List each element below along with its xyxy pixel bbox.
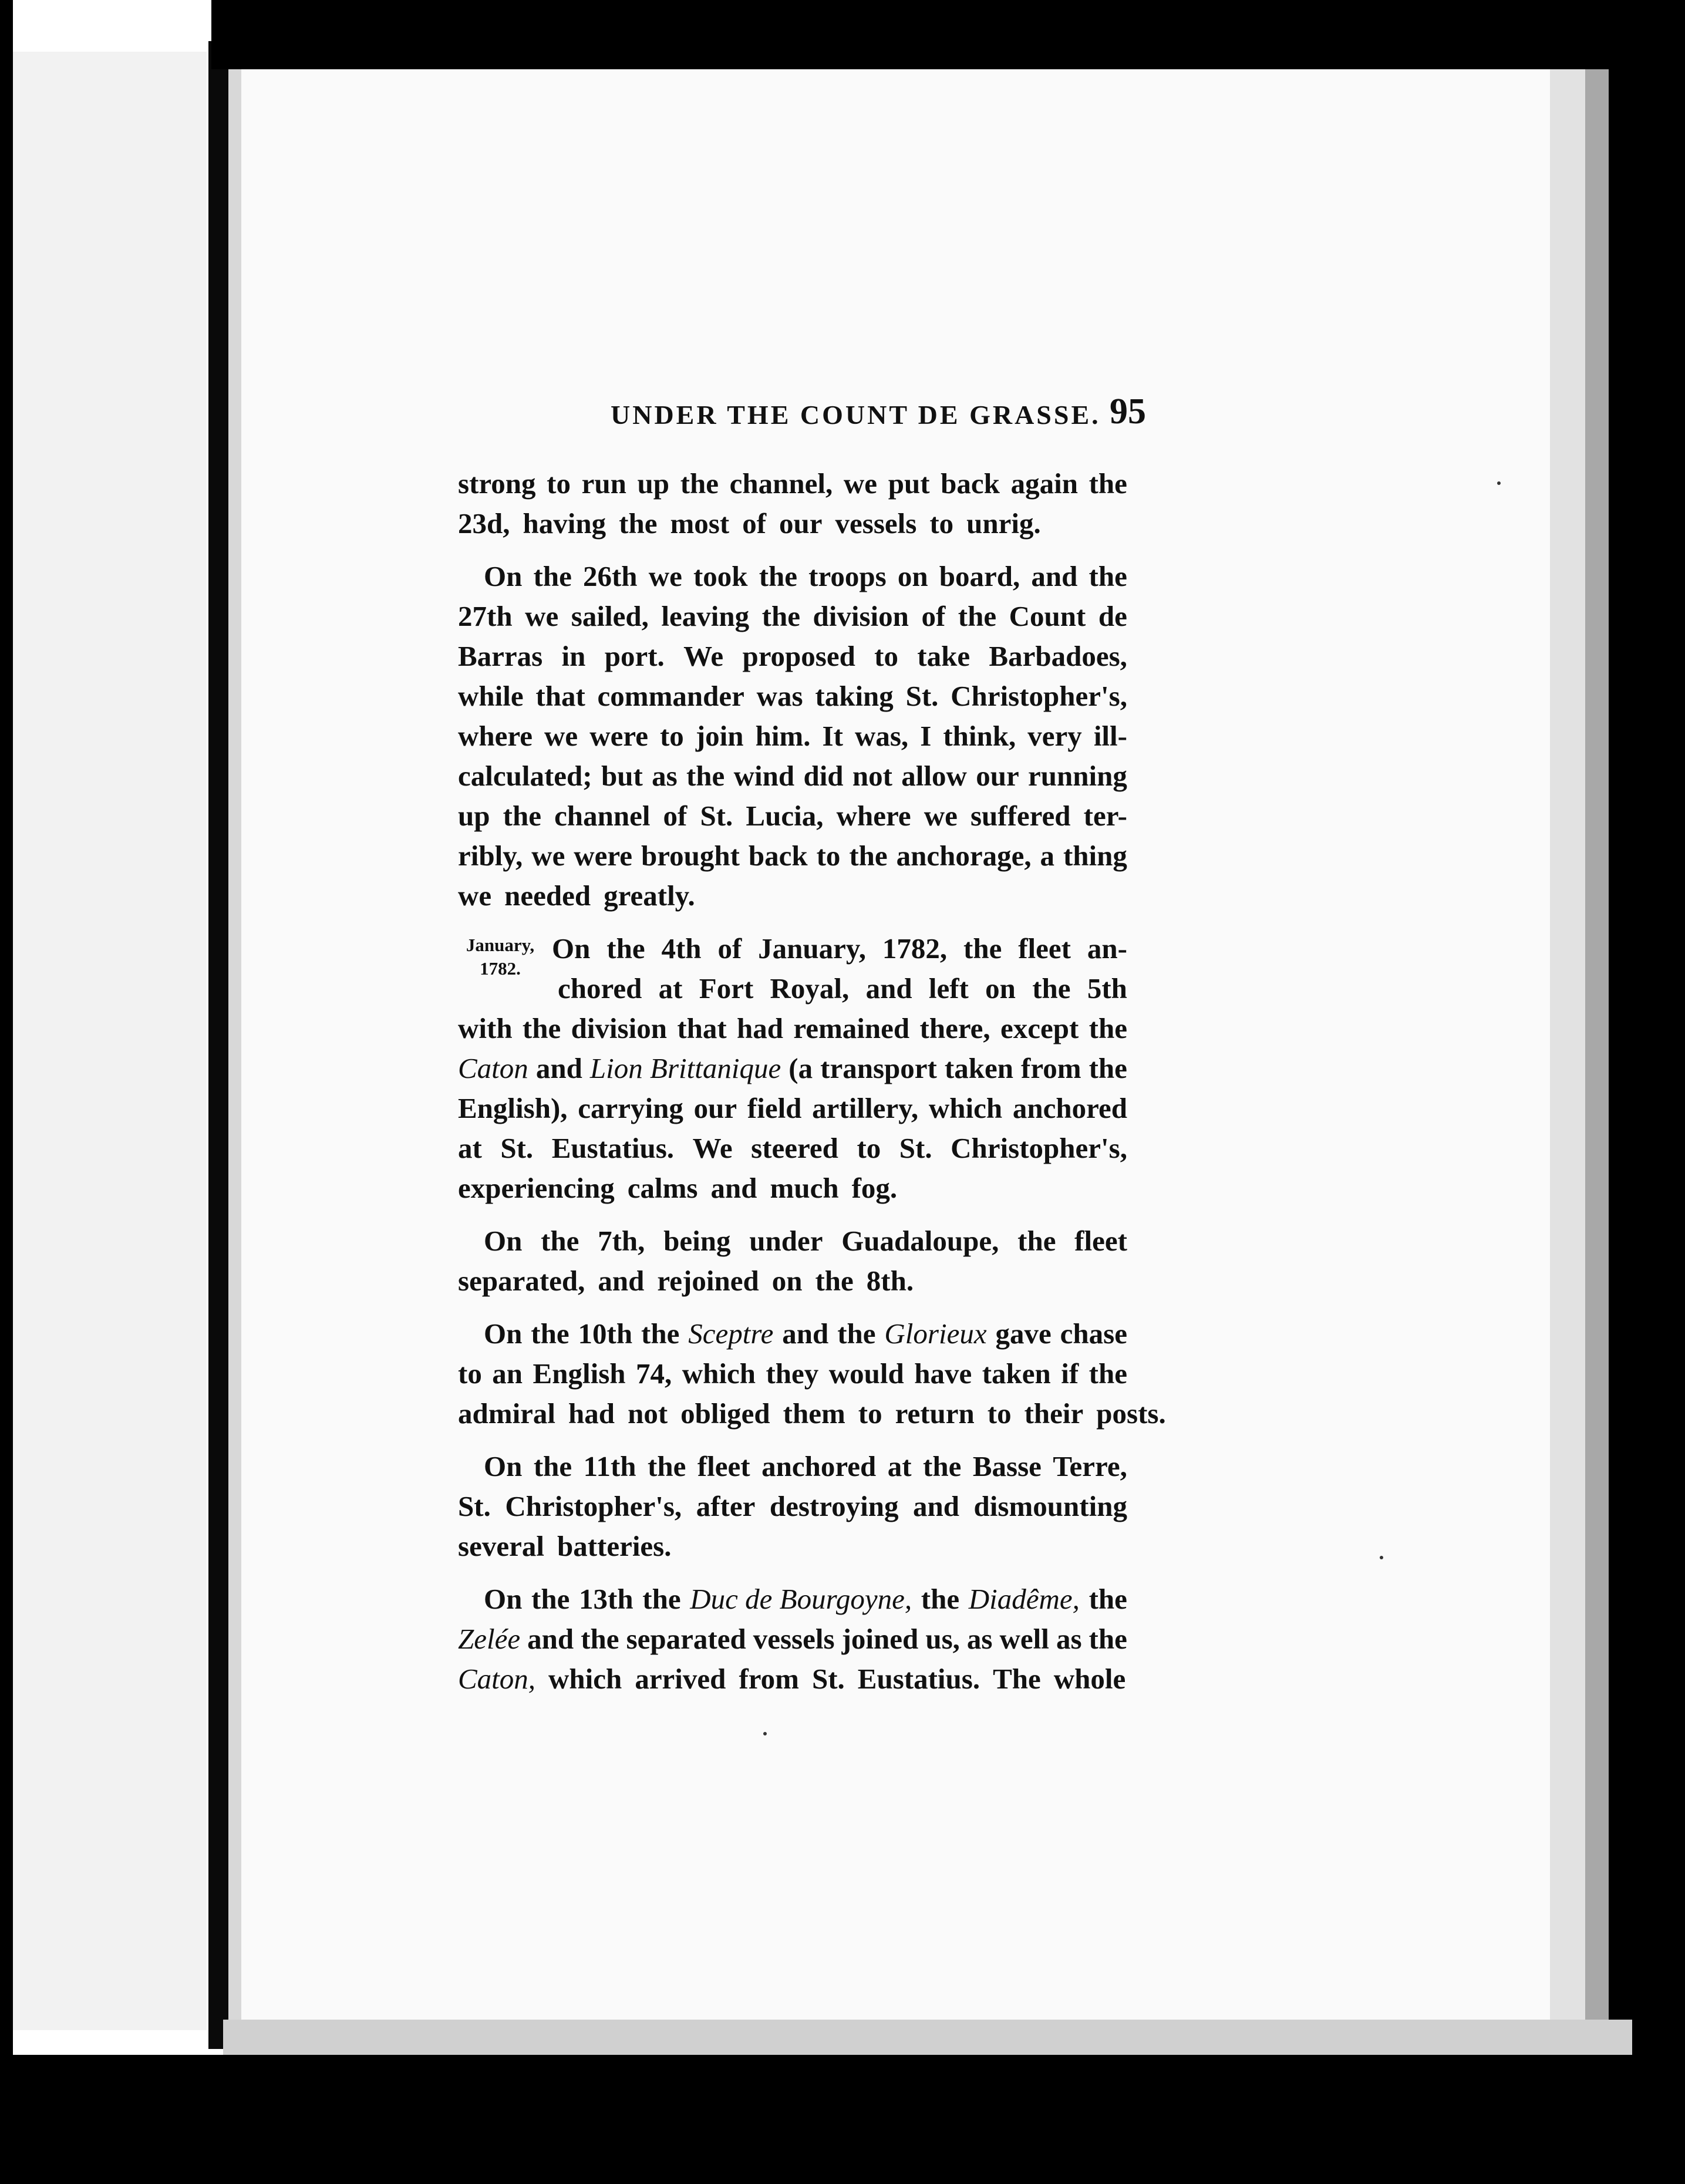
word: division [813, 600, 909, 632]
page-number: 95 [1110, 392, 1146, 432]
word: carrying [578, 1092, 683, 1124]
word: think, [943, 720, 1016, 752]
word: as [652, 760, 678, 792]
word: Diadême, [968, 1583, 1080, 1615]
text-line [458, 1526, 1127, 1566]
word: the [761, 600, 800, 632]
scan-bottom-border [0, 2055, 1685, 2184]
page-bottom-shadow [223, 2020, 1632, 2055]
word: sailed, [571, 600, 649, 632]
text-line [458, 676, 1127, 716]
word: posts. [1096, 1397, 1166, 1430]
word: the [522, 1012, 561, 1044]
word: and [782, 1317, 829, 1350]
text-line [458, 756, 1127, 796]
word: the [1088, 467, 1127, 500]
word: the [1088, 1357, 1127, 1390]
paragraph-gap [458, 1208, 1127, 1221]
word: remained [793, 1012, 910, 1044]
word: St. [811, 1663, 845, 1695]
word: the [533, 560, 572, 592]
word: On [484, 1225, 523, 1257]
word: thing [1063, 840, 1127, 872]
word: did [803, 760, 844, 792]
word: of [921, 600, 946, 632]
word: have [914, 1357, 972, 1390]
word: as [1056, 1623, 1082, 1655]
word: chored [558, 972, 642, 1005]
word: gave [995, 1317, 1052, 1350]
word: anchored [761, 1450, 877, 1482]
word: joined [841, 1623, 919, 1655]
word: vessels [753, 1623, 835, 1655]
word: Lucia, [746, 800, 824, 832]
word: the [641, 1317, 680, 1350]
word: return [895, 1397, 975, 1430]
word: destroying [769, 1490, 899, 1522]
word: of [742, 507, 767, 540]
scan-top-border [211, 0, 1685, 69]
word: The [993, 1663, 1041, 1695]
word: to [858, 1397, 882, 1430]
word: a [1040, 840, 1055, 872]
facing-page-fragment [13, 52, 207, 2030]
word: except [1000, 1012, 1079, 1044]
word: him. [755, 720, 811, 752]
margin-note-month: January, [466, 935, 535, 955]
word: proposed [742, 640, 855, 672]
word: at [658, 972, 683, 1005]
word: the [648, 1450, 686, 1482]
word: was [756, 680, 803, 712]
word: to [659, 720, 684, 752]
word: taken [944, 1052, 1013, 1084]
word: the [533, 1450, 572, 1482]
word: batteries. [557, 1530, 672, 1562]
word: the [606, 932, 645, 965]
text-line [458, 796, 1127, 836]
word: and [598, 1265, 645, 1297]
word: the [1088, 1052, 1127, 1084]
body-text [458, 464, 1166, 1699]
running-title: UNDER THE COUNT DE GRASSE. [611, 400, 1101, 430]
scan-speck [763, 1732, 767, 1735]
word: Royal, [770, 972, 850, 1005]
scan-speck [1497, 481, 1501, 485]
word: We [692, 1132, 733, 1164]
word: being [663, 1225, 731, 1257]
word: Lion Brittanique [589, 1052, 781, 1084]
word: 26th [582, 560, 638, 592]
word: strong [458, 467, 536, 500]
word: Count [1009, 600, 1086, 632]
word: Eustatius. [857, 1663, 980, 1695]
word: 27th [458, 600, 513, 632]
word: the [686, 760, 725, 792]
word: Terre, [1053, 1450, 1127, 1482]
word: left [928, 972, 969, 1005]
word: take [917, 640, 970, 672]
word: channel [554, 800, 651, 832]
word: not [852, 760, 892, 792]
paragraph-gap [458, 916, 1127, 929]
word: up [637, 467, 670, 500]
word: much [770, 1172, 839, 1204]
word: which [548, 1663, 622, 1695]
word: anchorage, [896, 840, 1032, 872]
word: to [987, 1397, 1012, 1430]
word: division [571, 1012, 667, 1044]
word: ill- [1093, 720, 1127, 752]
word: artillery, [812, 1092, 919, 1124]
word: several [458, 1530, 544, 1562]
word: Caton, [458, 1663, 536, 1695]
word: we [648, 560, 682, 592]
scan-speck [1380, 1556, 1383, 1559]
page-edge [1585, 69, 1609, 2048]
text-line [458, 557, 1127, 596]
scan-right-border [1609, 65, 1685, 2061]
word: 11th [583, 1450, 636, 1482]
page-right-shadow [1550, 69, 1585, 2048]
text-line [458, 1128, 1127, 1168]
word: we [544, 720, 578, 752]
paragraph-gap [458, 1301, 1127, 1314]
word: took [693, 560, 748, 592]
word: Christopher's, [505, 1490, 682, 1522]
text-line [458, 1088, 1127, 1128]
word: if [1061, 1357, 1079, 1390]
word: the [531, 1583, 570, 1615]
word: the [1017, 1225, 1056, 1257]
word: we [843, 467, 878, 500]
word: allow [901, 760, 967, 792]
word: back [941, 467, 1000, 500]
word: chase [1060, 1317, 1127, 1350]
text-line [458, 1009, 1127, 1049]
margin-note-year: 1782. [480, 958, 521, 979]
word: 13th [579, 1583, 633, 1615]
word: whole [1053, 1663, 1126, 1695]
word: 4th [661, 932, 702, 965]
word: under [749, 1225, 823, 1257]
word: where [836, 800, 911, 832]
word: the [1088, 1623, 1127, 1655]
word: ter- [1083, 800, 1127, 832]
word: from [739, 1663, 799, 1695]
word: were [589, 720, 648, 752]
word: fleet [1074, 1225, 1127, 1257]
word: but [601, 760, 643, 792]
word: On [484, 560, 523, 592]
word: calms [627, 1172, 698, 1204]
word: 8th. [866, 1265, 914, 1297]
word: our [779, 507, 823, 540]
word: having [523, 507, 606, 540]
word: St. [899, 1132, 932, 1164]
word: Barras [458, 640, 543, 672]
word: that [535, 680, 585, 712]
word: they [766, 1357, 819, 1390]
word: channel, [729, 467, 833, 500]
text-line [458, 1314, 1127, 1354]
word: as [966, 1623, 993, 1655]
word: we [525, 600, 559, 632]
text-line [458, 969, 1127, 1009]
word: board, [939, 560, 1020, 592]
text-line [458, 1394, 1166, 1434]
word: St. [905, 680, 939, 712]
word: January, [758, 932, 866, 965]
word: up [458, 800, 490, 832]
word: and [710, 1172, 757, 1204]
word: vessels [835, 507, 917, 540]
word: (a [788, 1052, 813, 1084]
word: and [535, 1052, 582, 1084]
word: at [458, 1132, 482, 1164]
word: an- [1087, 932, 1127, 965]
word: the [963, 932, 1002, 965]
word: and [1031, 560, 1078, 592]
word: running [1028, 760, 1127, 792]
word: the [1088, 1583, 1127, 1615]
word: It [822, 720, 843, 752]
word: the [921, 1583, 960, 1615]
word: St. [458, 1490, 491, 1522]
word: I [920, 720, 932, 752]
word: separated, [458, 1265, 585, 1297]
word: while [458, 680, 524, 712]
word: in [561, 640, 586, 672]
word: rejoined [657, 1265, 759, 1297]
text-line [458, 929, 1127, 969]
word: their [1024, 1397, 1084, 1430]
word: 74, [635, 1357, 672, 1390]
word: most [670, 507, 730, 540]
word: the [531, 1317, 569, 1350]
word: and [527, 1623, 574, 1655]
word: the [581, 1623, 619, 1655]
word: fleet [1018, 932, 1071, 965]
word: to [816, 840, 841, 872]
word: to [929, 507, 954, 540]
word: fog. [851, 1172, 898, 1204]
word: Eustatius. [551, 1132, 675, 1164]
word: with [458, 1012, 513, 1044]
word: 5th [1087, 972, 1127, 1005]
word: greatly. [604, 879, 695, 912]
word: 10th [578, 1317, 633, 1350]
word: them [783, 1397, 845, 1430]
word: back [748, 840, 808, 872]
word: was, [854, 720, 909, 752]
word: the [923, 1450, 962, 1482]
text-line [458, 636, 1127, 676]
word: experiencing [458, 1172, 615, 1204]
word: after [696, 1490, 756, 1522]
text-line [458, 1447, 1127, 1487]
word: Duc de Bourgoyne, [690, 1583, 912, 1615]
word: fleet [697, 1450, 750, 1482]
word: port. [604, 640, 665, 672]
word: needed [504, 879, 591, 912]
word: at [887, 1450, 912, 1482]
word: the [815, 1265, 854, 1297]
word: which [682, 1357, 756, 1390]
word: to [547, 467, 571, 500]
word: had [568, 1397, 615, 1430]
word: separated [626, 1623, 746, 1655]
word: de [1098, 600, 1127, 632]
word: transport [820, 1052, 937, 1084]
word: where [458, 720, 533, 752]
text-line [458, 504, 1127, 544]
word: put [888, 467, 930, 500]
text-line [458, 1354, 1127, 1394]
word: 23d, [458, 507, 510, 540]
word: taking [815, 680, 894, 712]
word: our [976, 760, 1019, 792]
text-line [458, 464, 1127, 504]
word: the [958, 600, 997, 632]
word: dismounting [973, 1490, 1127, 1522]
text-line [458, 716, 1127, 756]
word: the [541, 1225, 579, 1257]
word: admiral [458, 1397, 556, 1430]
word: to [857, 1132, 881, 1164]
word: the [849, 840, 888, 872]
text-line [458, 1221, 1127, 1261]
word: we [531, 840, 565, 872]
word: and [912, 1490, 959, 1522]
word: we [458, 879, 492, 912]
word: the [503, 800, 541, 832]
word: On [484, 1450, 523, 1482]
word: to [458, 1357, 482, 1390]
word: On [484, 1583, 523, 1615]
text-line [458, 1168, 1127, 1208]
word: Christopher's, [951, 1132, 1127, 1164]
word: Glorieux [884, 1317, 987, 1350]
text-line [458, 596, 1127, 636]
word: brought [641, 840, 740, 872]
word: troops [808, 560, 887, 592]
text-line [458, 1579, 1127, 1619]
word: English), [458, 1092, 568, 1124]
word: steered [751, 1132, 838, 1164]
word: very [1027, 720, 1082, 752]
word: the [680, 467, 719, 500]
word: Caton [458, 1052, 528, 1084]
word: St. [700, 800, 733, 832]
word: the [642, 1583, 681, 1615]
word: calculated; [458, 760, 592, 792]
word: ribly, [458, 840, 523, 872]
word: Barbadoes, [989, 640, 1127, 672]
word: On [552, 932, 591, 965]
word: an [492, 1357, 523, 1390]
gutter [228, 53, 241, 2037]
word: us, [925, 1623, 960, 1655]
word: which [928, 1092, 1003, 1124]
word: unrig. [966, 507, 1041, 540]
paragraph-gap [458, 1434, 1127, 1447]
word: our [693, 1092, 737, 1124]
word: the [619, 507, 658, 540]
word: the [1088, 1012, 1127, 1044]
word: St. [500, 1132, 534, 1164]
word: of [717, 932, 742, 965]
word: on [897, 560, 928, 592]
word: taken [982, 1357, 1051, 1390]
scan-left-edge [0, 0, 13, 2184]
word: not [628, 1397, 668, 1430]
text-line [458, 1049, 1127, 1088]
word: obliged [680, 1397, 770, 1430]
word: join [695, 720, 744, 752]
word: suffered [970, 800, 1071, 832]
word: English [533, 1357, 626, 1390]
word: wind [733, 760, 795, 792]
word: there, [919, 1012, 990, 1044]
word: anchored [1012, 1092, 1127, 1124]
word: well [999, 1623, 1049, 1655]
word: Fort [699, 972, 754, 1005]
word: the [1088, 560, 1127, 592]
word: again [1010, 467, 1078, 500]
word: were [574, 840, 633, 872]
paragraph-gap [458, 544, 1127, 557]
paragraph-gap [458, 1566, 1127, 1579]
word: Christopher's, [951, 680, 1127, 712]
word: 1782, [882, 932, 948, 965]
word: on [771, 1265, 803, 1297]
word: the [759, 560, 798, 592]
word: Guadaloupe, [841, 1225, 999, 1257]
word: we [924, 800, 958, 832]
word: Basse [972, 1450, 1042, 1482]
word: had [737, 1012, 784, 1044]
word: Sceptre [688, 1317, 774, 1350]
word: that [677, 1012, 727, 1044]
book-spine [208, 41, 228, 2049]
word: field [747, 1092, 802, 1124]
word: the [1032, 972, 1071, 1005]
word: run [581, 467, 626, 500]
text-line [458, 1487, 1127, 1526]
word: on [985, 972, 1016, 1005]
word: 7th, [598, 1225, 645, 1257]
word: On [484, 1317, 523, 1350]
word: to [874, 640, 898, 672]
word: Zelée [458, 1623, 521, 1655]
word: the [837, 1317, 876, 1350]
word: and [865, 972, 912, 1005]
text-line [458, 1619, 1127, 1659]
text-line [458, 1659, 1127, 1699]
word: from [1021, 1052, 1081, 1084]
word: of [663, 800, 688, 832]
word: We [683, 640, 724, 672]
word: commander [597, 680, 744, 712]
word: arrived [635, 1663, 726, 1695]
word: would [828, 1357, 904, 1390]
text-line [458, 1261, 1127, 1301]
text-line [458, 876, 1127, 916]
text-line [458, 836, 1127, 876]
word: leaving [661, 600, 750, 632]
